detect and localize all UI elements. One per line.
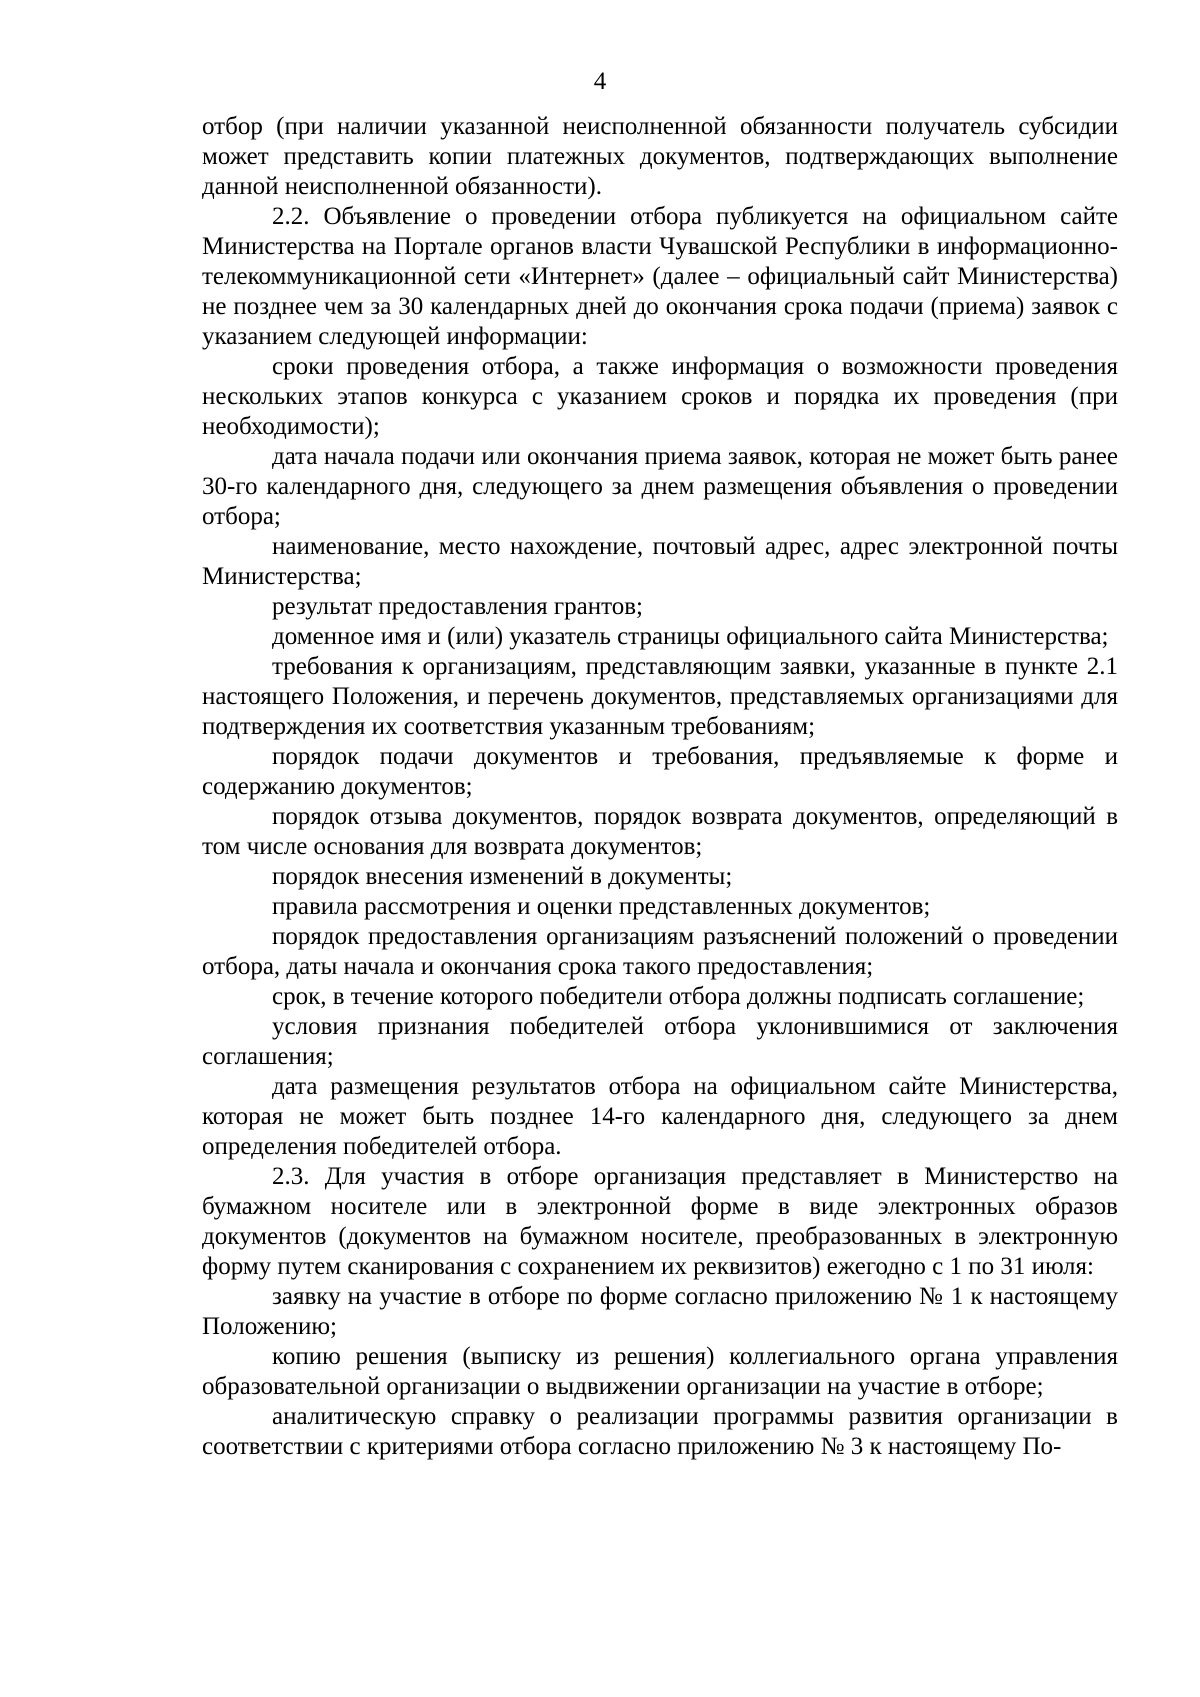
paragraph: порядок подачи документов и требования, предъявляемые к форме и содержанию документов;	[202, 743, 1118, 800]
paragraph: отбор (при наличии указанной неисполненной обязанности получатель субсидии может представить копии платежных документов, подтверждающих выполнение данной неисполненной обязанности).	[202, 113, 1118, 200]
document-body	[202, 112, 1118, 1462]
paragraph: наименование, место нахождение, почтовый адрес, адрес электронной почты Министерства;	[202, 533, 1118, 590]
paragraph: копию решения (выписку из решения) коллегиального органа управления образовательной организации о выдвижении организации на участие в отборе;	[202, 1343, 1118, 1400]
paragraph: условия признания победителей отбора уклонившимися от заключения соглашения;	[202, 1013, 1118, 1070]
paragraph: заявку на участие в отборе по форме согласно приложению № 1 к настоящему Положению;	[202, 1283, 1118, 1340]
paragraph: сроки проведения отбора, а также информация о возможности проведения нескольких этапов конкурса с указанием сроков и порядка их проведения (при необходимости);	[202, 353, 1118, 440]
paragraph: срок, в течение которого победители отбора должны подписать соглашение;	[272, 983, 1085, 1010]
paragraph: 2.3. Для участия в отборе организация представляет в Министерство на бумажном носителе или в электронной форме в виде электронных образов документов (документов на бумажном носителе, преобразованных в электронную форму путем сканирования с сохранением их реквизитов) ежегодно с 1 по 31 июля:	[202, 1163, 1118, 1280]
paragraph: результат предоставления грантов;	[272, 593, 643, 620]
paragraph: аналитическую справку о реализации программы развития организации в соответствии с критериями отбора согласно приложению № 3 к настоящему По-	[202, 1403, 1118, 1460]
paragraph: дата размещения результатов отбора на официальном сайте Министерства, которая не может быть позднее 14-го календарного дня, следующего за днем определения победителей отбора.	[202, 1073, 1118, 1160]
paragraph: требования к организациям, представляющим заявки, указанные в пункте 2.1 настоящего Положения, и перечень документов, представляемых организациями для подтверждения их соответствия указанным требованиям;	[202, 653, 1118, 740]
paragraph: порядок отзыва документов, порядок возврата документов, определяющий в том числе основания для возврата документов;	[202, 803, 1118, 860]
page-number: 4	[593, 68, 607, 95]
paragraph: порядок внесения изменений в документы;	[272, 863, 733, 890]
paragraph: 2.2. Объявление о проведении отбора публикуется на официальном сайте Министерства на Портале органов власти Чувашской Республики в информационно-телекоммуникационной сети «Интернет» (далее – официальный сайт Министерства) не позднее чем за 30 календарных дней до окончания срока подачи (приема) заявок с указанием следующей информации:	[202, 203, 1118, 350]
paragraph: дата начала подачи или окончания приема заявок, которая не может быть ранее 30-го календарного дня, следующего за днем размещения объявления о проведении отбора;	[202, 443, 1118, 530]
paragraph: порядок предоставления организациям разъяснений положений о проведении отбора, даты начала и окончания срока такого предоставления;	[202, 923, 1118, 980]
paragraph: правила рассмотрения и оценки представленных документов;	[272, 893, 931, 920]
paragraph: доменное имя и (или) указатель страницы официального сайта Министерства;	[272, 623, 1109, 650]
